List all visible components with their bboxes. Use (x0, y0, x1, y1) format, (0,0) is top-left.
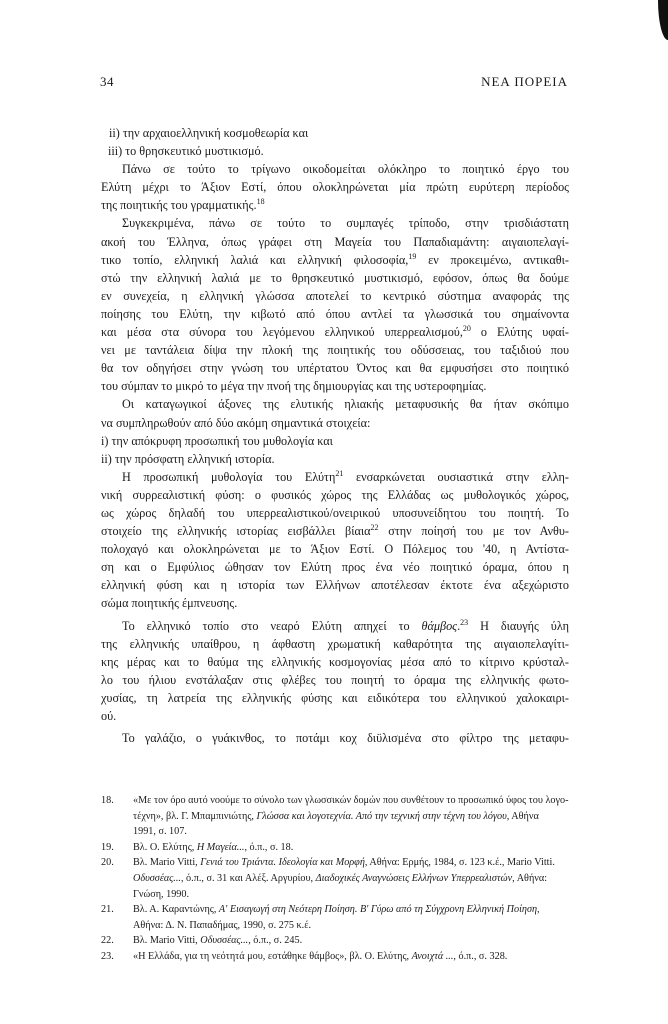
text-run: στοιχείο της ελληνικής ιστορίας εισβάλλει βίαια (101, 524, 371, 539)
footnote-line: Βλ. Α. Καραντώνης, Α' Εισαγωγή στη Νεότερη Ποίηση. Β' Γύρω από τη Σύγχρονη Ελληνική Ποίηση, (133, 904, 540, 916)
footnote-number: 23. (101, 950, 114, 962)
text-run: εν προκειμένω, αντικαθι- (416, 252, 569, 267)
footnote-line: Βλ. Mario Vitti, Γενιά του Τριάντα. Ιδεολογία και Μορφή, Αθήνα: Ερμής, 1984, σ. 123 κ.έ., Mario Vitti. (133, 857, 555, 869)
paragraph-line: κης μέρας και το θαύμα της ελληνικής κοσμογονίας μέσα από το κίτρινο κρύσταλ- (101, 654, 569, 669)
text-run: στην ποίησή του με τον Ανθυ- (378, 524, 569, 539)
footnote-number: 18. (101, 795, 114, 806)
list-item: ii) την αρχαιοελληνική κοσμοθεωρία και (109, 126, 309, 140)
footnote-line: Οδυσσέας..., ό.π., σ. 31 και Αλέξ. Αργυρίου, Διαδοχικές Αναγνώσεις Ελλήνων Υπερρεαλιστών, Αθήνα: (133, 872, 548, 884)
footnote-ref[interactable]: 22 (370, 523, 379, 533)
paragraph-line: θα τον οδηγήσει στην γνώση του υπέρτατου Όντος και θα εμφυσήσει στο ποιητικό (101, 361, 569, 376)
paragraph-line: Συγκεκριμένα, πάνω σε τούτο το συμπαγές τρίποδο, στην τρισδιάστατη (122, 216, 569, 231)
paragraph-line (101, 323, 569, 341)
paragraph-line (101, 196, 569, 214)
text-run: και μέσα στα σύνορα του λεγόμενου ελληνικού υπερρεαλισμού, (101, 325, 463, 340)
footnote-ref[interactable]: 23 (460, 617, 469, 627)
paragraph-line: του σύμπαν το μικρό το μέγα την πνοή της δημιουργίας και της υστεροφημίας. (101, 379, 487, 394)
footnote-line: Βλ. Ο. Ελύτης, Η Μαγεία..., ό.π., σ. 18. (133, 841, 294, 853)
list-item: ii) την πρόσφατη ελληνική ιστορία. (101, 451, 275, 466)
footnotes (101, 793, 569, 965)
footnote-line: Γνώση, 1990. (133, 888, 190, 900)
paragraph-line: Ελύτη μέχρι το Άξιον Εστί, όπου ολοκληρώνεται μία πρώτη ευρύτερη περίοδος (101, 180, 569, 195)
paragraph-line: της ελληνικής υπαίθρου, η άφθαστη χρωματική καθαρότητα της αιγαιοπελαγίτι- (101, 636, 569, 651)
footnote (101, 855, 569, 902)
paragraph-line (101, 617, 569, 635)
footnote (101, 793, 569, 840)
footnote (101, 840, 569, 856)
paragraph-line (101, 251, 569, 269)
main-text (101, 124, 569, 747)
paragraph-line: να συμπληρωθούν από δύο ακόμη σημαντικά στοιχεία: (101, 415, 371, 430)
footnote (101, 949, 569, 965)
paragraph-line (101, 468, 569, 486)
paragraph-line: ελληνική φύση και η ιστορία των Ελλήνων αποτέλεσαν έκτοτε ένα αξεχώριστο (101, 578, 569, 593)
text-run: Η διαυγής ύλη (468, 618, 569, 633)
italic-term: θάμβος (421, 618, 458, 633)
footnote-line: Αθήνα: Δ. Ν. Παπαδήμας, 1990, σ. 275 κ.έ. (133, 919, 312, 931)
footnote-line: τέχνη», βλ. Γ. Μπαμπινιώτης, Γλώσσα και λογοτεχνία. Από την τεχνική στην τέχνη του λόγου, Αθήνα (133, 810, 539, 822)
footnote (101, 933, 569, 949)
paragraph-line: ακοή του Έλληνα, όπως γράφει στη Μαγεία του Παπαδιαμάντη: αιγαιοπελαγί- (101, 234, 569, 249)
paragraph-line: σώμα ποιητικής έμπνευσης. (101, 596, 238, 611)
footnote-line: 1991, σ. 107. (133, 826, 187, 838)
text-run: τικο τοπίο, ελληνική λαλιά και ελληνική φιλοσοφία, (101, 252, 409, 267)
text-run: της ποιητικής του γραμματικής. (101, 198, 257, 213)
footnote-number: 19. (101, 841, 114, 853)
footnote-ref[interactable]: 19 (408, 251, 417, 261)
list-item: iii) το θρησκευτικό μυστικισμό. (108, 144, 264, 159)
footnote-line: «Η Ελλάδα, για τη νεότητά μου, εστάθηκε θάμβος», βλ. Ο. Ελύτης, Ανοιχτά ..., ό.π., σ. 328. (133, 950, 508, 962)
text-run: Η προσωπική μυθολογία του Ελύτη (122, 469, 336, 484)
paragraph-line: νική συρρεαλιστική φύση: ο φυσικός χώρος της Ελλάδας ως μυθολογικός χώρος, (101, 487, 569, 502)
footnote-line: Βλ. Mario Vitti, Οδυσσέας..., ό.π., σ. 245. (133, 935, 303, 947)
text-run: Το ελληνικό τοπίο στο νεαρό Ελύτη απηχεί το (122, 618, 422, 633)
paragraph-line: Το γαλάζιο, ο γυάκινθος, το ποτάμι κοχ διϋλισμένα στο φίλτρο της μεταφυ- (122, 731, 569, 746)
footnote-ref[interactable]: 21 (335, 468, 344, 478)
paragraph-line: ού. (101, 709, 117, 723)
paragraph-line: Οι καταγωγικοί άξονες της ελυτικής ηλιακής μεταφυσικής θα ήταν σκόπιμο (122, 397, 569, 412)
text-run: ενσαρκώνεται ουσιαστικά στην ελλη- (343, 469, 569, 484)
footnote-number: 20. (101, 857, 114, 869)
paragraph-line: στώ την ελληνική λαλιά με το θρησκευτικό μυστικισμό, εφόσον, όπως θα δούμε (101, 270, 569, 285)
paragraph-line: νει με ταντάλεια δίψα την πλοκή της ποιητικής του οδύσσειας, του ταξιδιού που (101, 343, 569, 358)
text-run: . (457, 618, 461, 633)
page-edge-mark (658, 0, 668, 40)
page-number: 34 (100, 74, 114, 89)
footnote-ref[interactable]: 20 (462, 324, 471, 334)
footnote-ref[interactable]: 18 (256, 197, 265, 207)
footnote (101, 902, 569, 933)
paragraph-line: λο του ήλιου ενστάλαξαν στις φλέβες του ποιητή το όραμα της ελληνικής φωτο- (101, 672, 569, 687)
paragraph-line: χυσίας, τη λατρεία της ελληνικής φύσης και ειδικότερα του ελληνικού χαλοκαιρι- (101, 690, 569, 705)
footnote-number: 22. (101, 935, 114, 947)
paragraph-line: ση και ο Εμφύλιος ώθησαν τον Ελύτη προς ένα νέο ποιητικό όραμα, όπου η (101, 560, 569, 575)
paragraph-line (101, 522, 569, 540)
list-item: i) την απόκρυφη προσωπική του μυθολογία και (101, 433, 333, 448)
footnote-line: «Με τον όρο αυτό νοούμε το σύνολο των γλωσσικών δομών που συνθέτουν το προσωπικό ύφος του λογο- (133, 795, 569, 806)
paragraph-line: πολοχαγό και ολοκληρώνεται με το Άξιον Εστί. Ο Πόλεμος του '40, η Αντίστα- (101, 542, 569, 557)
footnote-number: 21. (101, 904, 114, 916)
paragraph-line: εν συνεχεία, η ελληνική γλώσσα αποτελεί το κεντρικό σύστημα αναφοράς της (101, 288, 569, 303)
running-head: ΝΕΑ ΠΟΡΕΙΑ (481, 74, 568, 89)
paragraph-line: ως χώρος δηλαδή του υπερρεαλιστικού/ονειρικού υποσυνείδητου του ποιητή. Το (101, 505, 569, 520)
text-run: ο Ελύτης υφαί- (470, 325, 569, 340)
paragraph-line: ποίησης του Ελύτη, την κιβωτό από όπου αντλεί τα γλωσσικά του σημαίνοντα (101, 306, 569, 321)
paragraph-line: Πάνω σε τούτο το τρίγωνο οικοδομείται ολόκληρο το ποιητικό έργο του (122, 162, 569, 177)
